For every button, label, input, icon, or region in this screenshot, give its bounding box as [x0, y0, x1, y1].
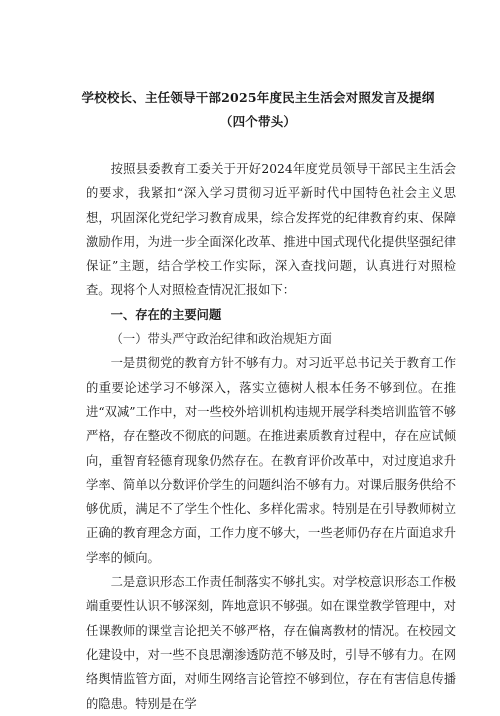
intro-paragraph: 按照县委教育工委关于开好2024年度党员领导干部民主生活会的要求，我紧扣“深入学习贯彻习近平新时代中国特色社会主义思想，巩固深化党纪学习教育成果，综合发挥党的纪律教育约束、保障激励作用，为进一步全面深化改革、推进中国式现代化提供坚强纪律保证”主题，结合学校工作实际，深入查找问题，认真进行对照检查。现将个人对照检查情况汇报如下： — [86, 162, 456, 298]
section-heading: 一、存在的主要问题 — [110, 306, 222, 322]
document-title: 学校校长、主任领导干部2025年度民主生活会对照发言及提纲（四个带头） — [81, 90, 435, 129]
subsection-heading: （一）带头严守政治纪律和政治规矩方面 — [110, 332, 332, 347]
body-paragraph-2: 二是意识形态工作责任制落实不够扎实。对学校意识形态工作极端重要性认识不够深刻，阵地意识不够强。如在课堂教学管理中，对任课教师的课堂言论把关不够严格，存在偏离教材的情况。在校园文化建设中，对一些不良思潮渗透防范不够及时，引导不够有力。在网络舆情监管方面，对师生网络言论管控不够到位，存在有害信息传播的隐患。特别是在学 — [86, 575, 456, 711]
document-body — [86, 157, 456, 716]
body-paragraph-1: 一是贯彻党的教育方针不够有力。对习近平总书记关于教育工作的重要论述学习不够深入，落实立德树人根本任务不够到位。在推进“双减”工作中，对一些校外培训机构违规开展学科类培训监管不够严格，存在整改不彻底的问题。在推进素质教育过程中，存在应试倾向，重智育轻德育现象仍然存在。在教育评价改革中，对过度追求升学率、简单以分数评价学生的问题纠治不够有力。对课后服务供给不够优质，满足不了学生个性化、多样化需求。特别是在引导教师树立正确的教育理念方面，工作力度不够大，一些老师仍存在片面追求升学率的倾向。 — [86, 356, 456, 565]
